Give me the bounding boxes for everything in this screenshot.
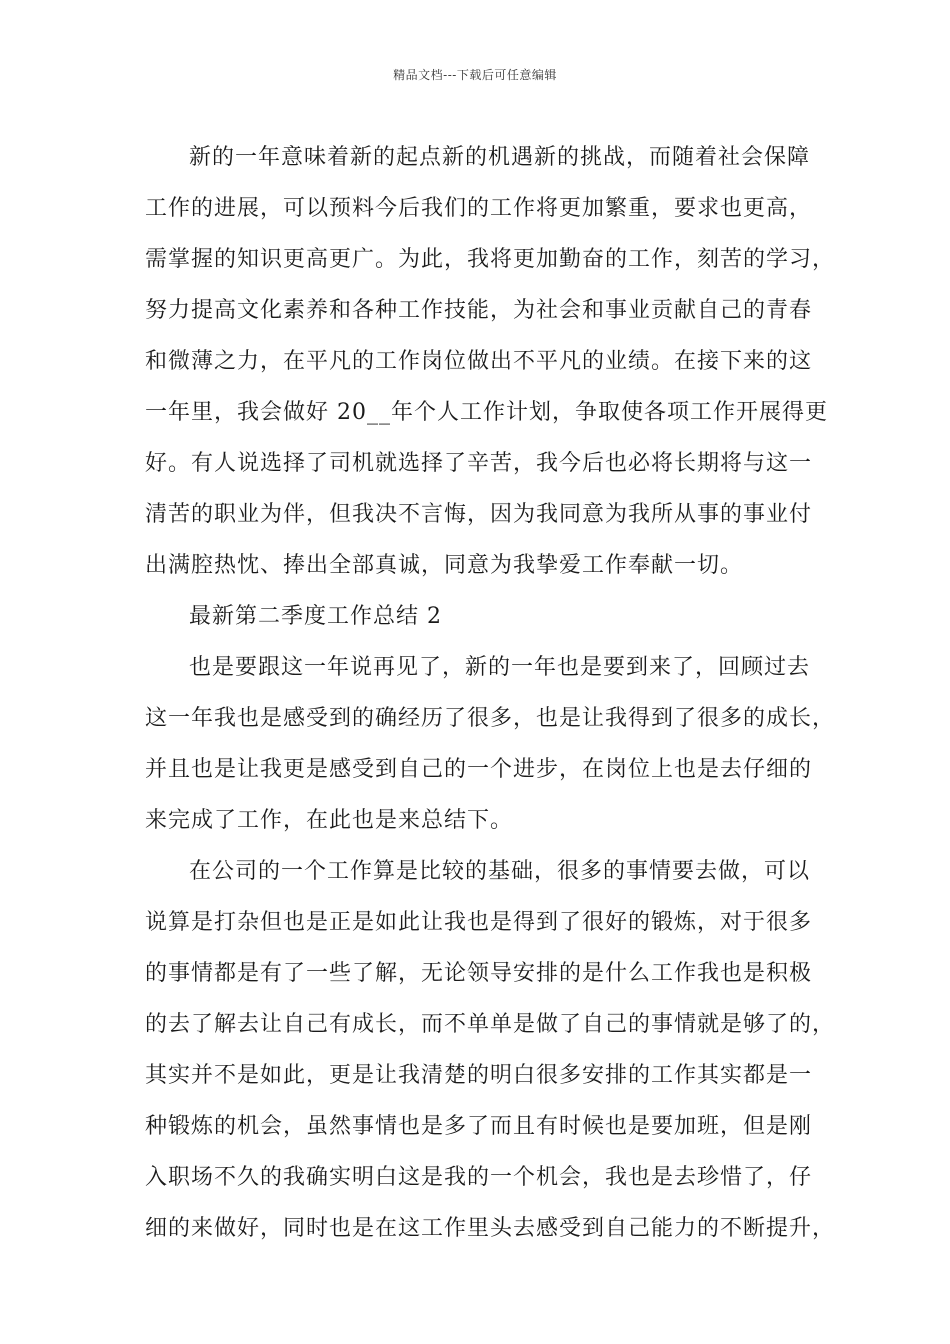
text-line: 出满腔热忱、捧出全部真诚，同意为我挚爱工作奉献一切。 xyxy=(145,553,744,578)
text-line: 入职场不久的我确实明白这是我的一个机会，我也是去珍惜了，仔 xyxy=(145,1165,813,1190)
text-line: 其实并不是如此，更是让我清楚的明白很多安排的工作其实都是一 xyxy=(145,1063,813,1088)
text-line: 新的一年意味着新的起点新的机遇新的挑战，而随着社会保障 xyxy=(189,145,811,170)
text-line: 这一年我也是感受到的确经历了很多，也是让我得到了很多的成长， xyxy=(145,706,836,731)
text-line: 来完成了工作，在此也是来总结下。 xyxy=(145,808,514,833)
text-line: 一年里，我会做好 20__年个人工作计划，争取使各项工作开展得更 xyxy=(145,400,828,425)
text-line: 需掌握的知识更高更广。为此，我将更加勤奋的工作，刻苦的学习， xyxy=(145,247,836,272)
text-line: 并且也是让我更是感受到自己的一个进步，在岗位上也是去仔细的 xyxy=(145,757,813,782)
text-line: 努力提高文化素养和各种工作技能，为社会和事业贡献自己的青春 xyxy=(145,298,813,323)
text-line: 细的来做好，同时也是在这工作里头去感受到自己能力的不断提升， xyxy=(145,1216,836,1241)
text-line: 工作的进展，可以预料今后我们的工作将更加繁重，要求也更高， xyxy=(145,196,813,221)
section-heading: 最新第二季度工作总结 2 xyxy=(189,604,442,629)
text-line: 也是要跟这一年说再见了，新的一年也是要到来了，回顾过去 xyxy=(189,655,811,680)
text-line: 的事情都是有了一些了解，无论领导安排的是什么工作我也是积极 xyxy=(145,961,813,986)
text-line: 种锻炼的机会，虽然事情也是多了而且有时候也是要加班，但是刚 xyxy=(145,1114,813,1139)
text-line: 好。有人说选择了司机就选择了辛苦，我今后也必将长期将与这一 xyxy=(145,451,813,476)
text-line: 在公司的一个工作算是比较的基础，很多的事情要去做，可以 xyxy=(189,859,811,884)
text-line: 的去了解去让自己有成长，而不单单是做了自己的事情就是够了的， xyxy=(145,1012,836,1037)
page-header: 精品文档---下载后可任意编辑 xyxy=(393,68,557,82)
text-line: 清苦的职业为伴，但我决不言悔，因为我同意为我所从事的事业付 xyxy=(145,502,813,527)
text-line: 说算是打杂但也是正是如此让我也是得到了很好的锻炼，对于很多 xyxy=(145,910,813,935)
text-line: 和微薄之力，在平凡的工作岗位做出不平凡的业绩。在接下来的这 xyxy=(145,349,813,374)
document-body xyxy=(145,132,836,1254)
